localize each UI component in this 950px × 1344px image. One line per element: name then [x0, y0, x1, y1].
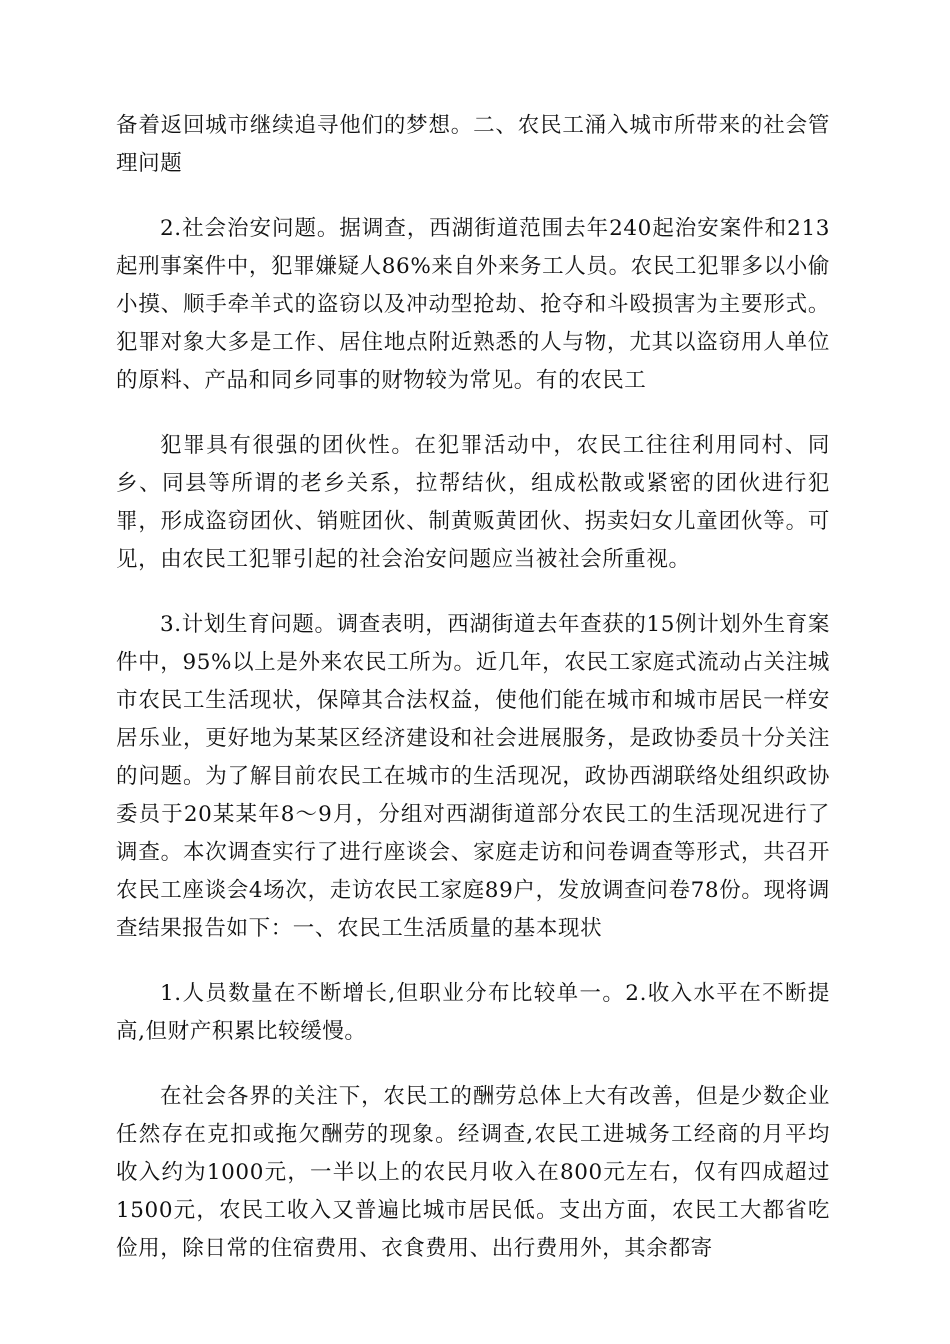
- paragraph-3: 犯罪具有很强的团伙性。在犯罪活动中，农民工往往利用同村、同乡、同县等所谓的老乡关系，拉帮结伙，组成松散或紧密的团伙进行犯罪，形成盗窃团伙、销赃团伙、制黄贩黄团伙、拐卖妇女儿童团伙等。可见，由农民工犯罪引起的社会治安问题应当被社会所重视。: [116, 433, 830, 572]
- paragraph-2: 2.社会治安问题。据调查，西湖街道范围去年240起治安案件和213起刑事案件中，犯罪嫌疑人86%来自外来务工人员。农民工犯罪多以小偷小摸、顺手牵羊式的盗窃以及冲动型抢劫、抢夺和斗殴损害为主要形式。犯罪对象大多是工作、居住地点附近熟悉的人与物，尤其以盗窃用人单位的原料、产品和同乡同事的财物较为常见。有的农民工: [116, 216, 830, 393]
- paragraph-4: 3.计划生育问题。调查表明，西湖街道去年查获的15例计划外生育案件中，95%以上是外来农民工所为。近几年，农民工家庭式流动占关注城市农民工生活现状，保障其合法权益，使他们能在城市和城市居民一样安居乐业，更好地为某某区经济建设和社会进展服务，是政协委员十分关注的问题。为了解目前农民工在城市的生活现况，政协西湖联络处组织政协委员于20某某年8～9月，分组对西湖街道部分农民工的生活现况进行了调查。本次调查实行了进行座谈会、家庭走访和问卷调查等形式，共召开农民工座谈会4场次，走访农民工家庭89户，发放调查问卷78份。现将调查结果报告如下：一、农民工生活质量的基本现状: [116, 612, 830, 941]
- paragraph-1: 备着返回城市继续追寻他们的梦想。二、农民工涌入城市所带来的社会管理问题: [116, 113, 830, 176]
- paragraph-6: 在社会各界的关注下，农民工的酬劳总体上大有改善，但是少数企业任然存在克扣或拖欠酬劳的现象。经调查,农民工进城务工经商的月平均收入约为1000元，一半以上的农民月收入在800元左右，仅有四成超过1500元，农民工收入又普遍比城市居民低。支出方面，农民工大都省吃俭用，除日常的住宿费用、衣食费用、出行费用外，其余都寄: [116, 1084, 830, 1261]
- paragraph-5: 1.人员数量在不断增长,但职业分布比较单一。2.收入水平在不断提高,但财产积累比较缓慢。: [116, 981, 830, 1044]
- document-body: [116, 107, 830, 1295]
